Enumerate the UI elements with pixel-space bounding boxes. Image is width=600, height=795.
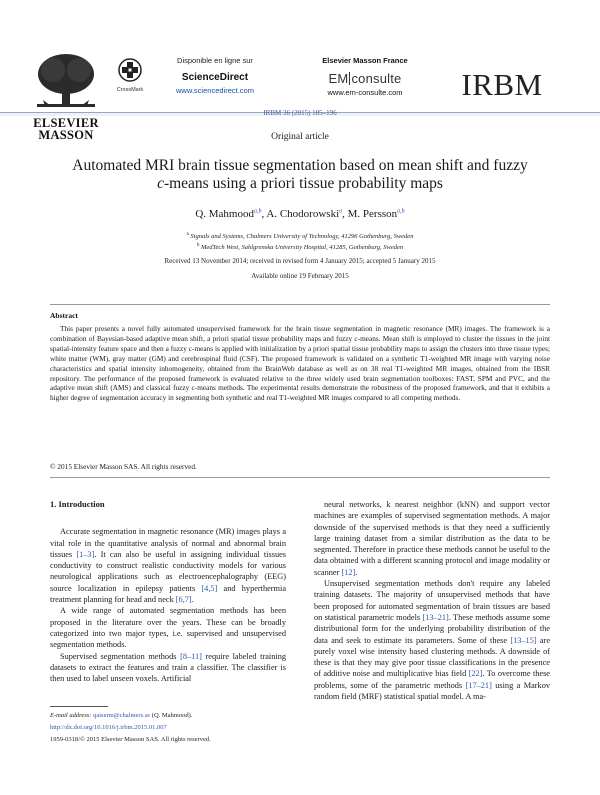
title-line-2 (40, 175, 560, 193)
author-affil-sup[interactable]: a (339, 208, 343, 215)
em-logo-right: consulte (351, 71, 402, 86)
affiliation-text: Signals and Systems, Chalmers University of Technology, 41296 Gothenburg, Sweden (190, 233, 414, 241)
journal-logo: IRBM (461, 67, 543, 102)
crossmark-icon (118, 58, 142, 82)
paragraph-text: Accurate segmentation in magnetic resonance (MR) images plays a vital role in the quantitative analysis of normal and abnormal brain tissues (50, 527, 286, 559)
title-line-2-rest: -means using a priori tissue probability maps (163, 175, 443, 192)
author-name[interactable]: A. Chodorowski (266, 208, 340, 220)
citation-link[interactable]: [8–11] (180, 651, 202, 661)
citation-link[interactable]: [4,5] (201, 583, 218, 593)
paragraph-text: and hyperthermia treatment planning for head and neck (50, 583, 286, 605)
author-affil-sup[interactable]: a,b (254, 208, 262, 215)
paragraph-text: Unsupervised segmentation methods don't require any labeled training datasets. The majority of unsupervised methods that have been proposed for automated segmentation of brain tissues are based on statistical parametric models (314, 579, 550, 622)
sd-available-text: Disponible en ligne sur (177, 56, 253, 65)
column-right (314, 499, 550, 702)
paragraph-text: require labeled training datasets to extract the features and train a classifier. The classifier is then used to label unseen voxels. Artificial (50, 651, 286, 684)
affiliation-text: MedTech West, Sahlgrenska University Hospital, 41285, Gothenburg, Sweden (200, 244, 404, 252)
abstract-heading: Abstract (50, 311, 78, 320)
journal-citation[interactable]: IRBM 36 (2015) 185–196 (263, 109, 337, 117)
author-list (0, 208, 600, 220)
paragraph-text: . (355, 567, 358, 577)
title-line-1: Automated MRI brain tissue segmentation based on mean shift and fuzzy (72, 157, 528, 174)
body-paragraph (50, 526, 286, 605)
elsevier-tree-icon (31, 50, 101, 112)
citation-link[interactable]: [6,7] (175, 595, 192, 605)
sd-url-link[interactable]: www.sciencedirect.com (176, 86, 254, 95)
paragraph-text: . It can also be useful in assigning individual tissues conductivity to construct realistic conductivity models for various neurological applications such as electroencephalography (EEG) source localization in epilepsy patients (50, 549, 287, 593)
author-separator: , (342, 208, 348, 220)
doi-link[interactable]: http://dx.doi.org/10.1016/j.irbm.2015.01.007 (50, 724, 167, 731)
citation-link[interactable]: [17–21] (465, 680, 492, 690)
affiliation-sup: b (196, 243, 200, 249)
body-paragraph (50, 651, 286, 685)
online-date: Available online 19 February 2015 (251, 272, 349, 280)
em-url-link[interactable]: www.em-consulte.com (327, 88, 403, 97)
paragraph-text: . To overcome these problems, some of the parametric methods (314, 669, 550, 690)
body-paragraph (314, 499, 550, 578)
paragraph-text: neural networks, k nearest neighbor (kNN) and support vector machines are examples of supervised segmentation methods. A major downside of the supervised methods is that they need a sufficiently large training dataset from a similar distribution as the data to be segmented. Therefore in practice these methods cannot be useful to the data obtained with a different scanning protocol and image modality or scanner (314, 500, 550, 577)
sd-name: ScienceDirect (181, 72, 249, 83)
column-left (50, 499, 286, 684)
footnote-rule (50, 706, 108, 707)
affiliation-sup: a (186, 232, 189, 237)
abstract-rule-top (50, 304, 550, 305)
title-italic-c: c (157, 175, 164, 192)
paragraph-text: Supervised segmentation methods (60, 651, 181, 661)
body-paragraph (314, 578, 550, 702)
elsevier-name-line1: ELSEVIER (33, 116, 99, 130)
citation-link[interactable]: [1–3] (76, 549, 95, 559)
abstract-rule-bottom (50, 477, 550, 478)
author-name[interactable]: M. Persson (347, 208, 398, 220)
paragraph-text: using a Markov random field (MRF) statistical spatial model. A ma- (314, 680, 551, 702)
citation-link[interactable]: [13–21] (422, 612, 449, 622)
sciencedirect-block (150, 56, 280, 95)
email-owner: (Q. Mahmood). (151, 712, 193, 719)
issn-line: 1959-0318/© 2015 Elsevier Masson SAS. All rights reserved. (50, 736, 211, 743)
elsevier-logo[interactable] (22, 50, 110, 141)
received-dates: Received 13 November 2014; received in revised form 4 January 2015; accepted 5 January 2015 (164, 257, 436, 265)
crossmark-badge[interactable] (116, 58, 144, 93)
body-paragraph (50, 605, 286, 650)
author-name[interactable]: Q. Mahmood (195, 208, 254, 220)
citation-link[interactable]: [12] (341, 567, 356, 577)
section-heading-introduction: 1. Introduction (50, 499, 105, 509)
abstract-copyright: © 2015 Elsevier Masson SAS. All rights reserved. (50, 462, 197, 471)
author-separator: , (261, 208, 267, 220)
footnote-email-line (50, 710, 350, 722)
affiliations (0, 230, 600, 252)
em-logo-left: EM (328, 71, 349, 86)
affiliation-a (0, 230, 600, 241)
em-consulte-logo (300, 71, 430, 86)
paragraph-text: are purely voxel wise intensity based clustering methods. A downside of these is that they may give poor tissue classifications in the presence of additive noise and multiplicative bias field (314, 635, 551, 679)
em-publisher: Elsevier Masson France (322, 56, 408, 65)
article-title (40, 157, 560, 193)
paragraph-text: . (191, 595, 194, 605)
citation-link[interactable]: [22] (468, 669, 483, 679)
article-history (0, 254, 600, 284)
article-type: Original article (271, 132, 329, 142)
right-paragraphs (314, 499, 550, 702)
abstract-body: This paper presents a novel fully automated unsupervised framework for the brain tissue segmentation in magnetic resonance (MR) images. The framework is a combination of Bayesian-based adaptive mean shift, a priori spatial tissue probability maps and fuzzy c-means. Mean shift is employed to cluster the tissues in the joint spatial-intensity feature space and then a fuzzy c-means is applied with initialization by a priori spatial tissue probability maps to assign the clusters into three tissue types; white matter (WM), gray matter (GM) and cerebrospinal fluid (CSF). The proposed framework is validated on a synthetic T1-weighted MR image with varying noise characteristics and spatial intensity inhomogeneity, obtained from the BrainWeb database as well as on 38 real T1-weighted MR images, obtained from the IBSR repository. The performance of the proposed framework is evaluated relative to the three widely used brain segmentation toolboxes: FAST, SPM and PVC, and the adaptive mean shift (AMS) and classical fuzzy c-means methods. The experimental results demonstrate the robustness of the proposed framework, and that it exhibits a higher degree of segmentation accuracy in segmenting both synthetic and real T1-weighted MR images compared to all competing methods. (50, 324, 550, 403)
citation-link[interactable]: [13–15] (510, 635, 537, 645)
author-email-link[interactable]: qaiserm@chalmers.se (93, 712, 151, 719)
author-affil-sup[interactable]: a,b (397, 208, 405, 215)
crossmark-label: CrossMark (116, 87, 144, 93)
paragraph-text: A wide range of automated segmentation methods has been proposed in the literature over the years. These can be broadly categorized into two major types, i.e. supervised and unsupervised segmentation methods. (50, 606, 286, 650)
em-consulte-block (300, 56, 430, 97)
email-label: E-mail address: (50, 712, 92, 719)
affiliation-b (0, 241, 600, 252)
left-paragraphs (50, 526, 286, 684)
elsevier-name-line2: MASSON (38, 128, 94, 142)
footnote (50, 710, 350, 746)
paragraph-text: . These methods assume some distributional form for the underlying probability distribution of the data and seek to estimate its parameters. Some of these (314, 612, 550, 645)
